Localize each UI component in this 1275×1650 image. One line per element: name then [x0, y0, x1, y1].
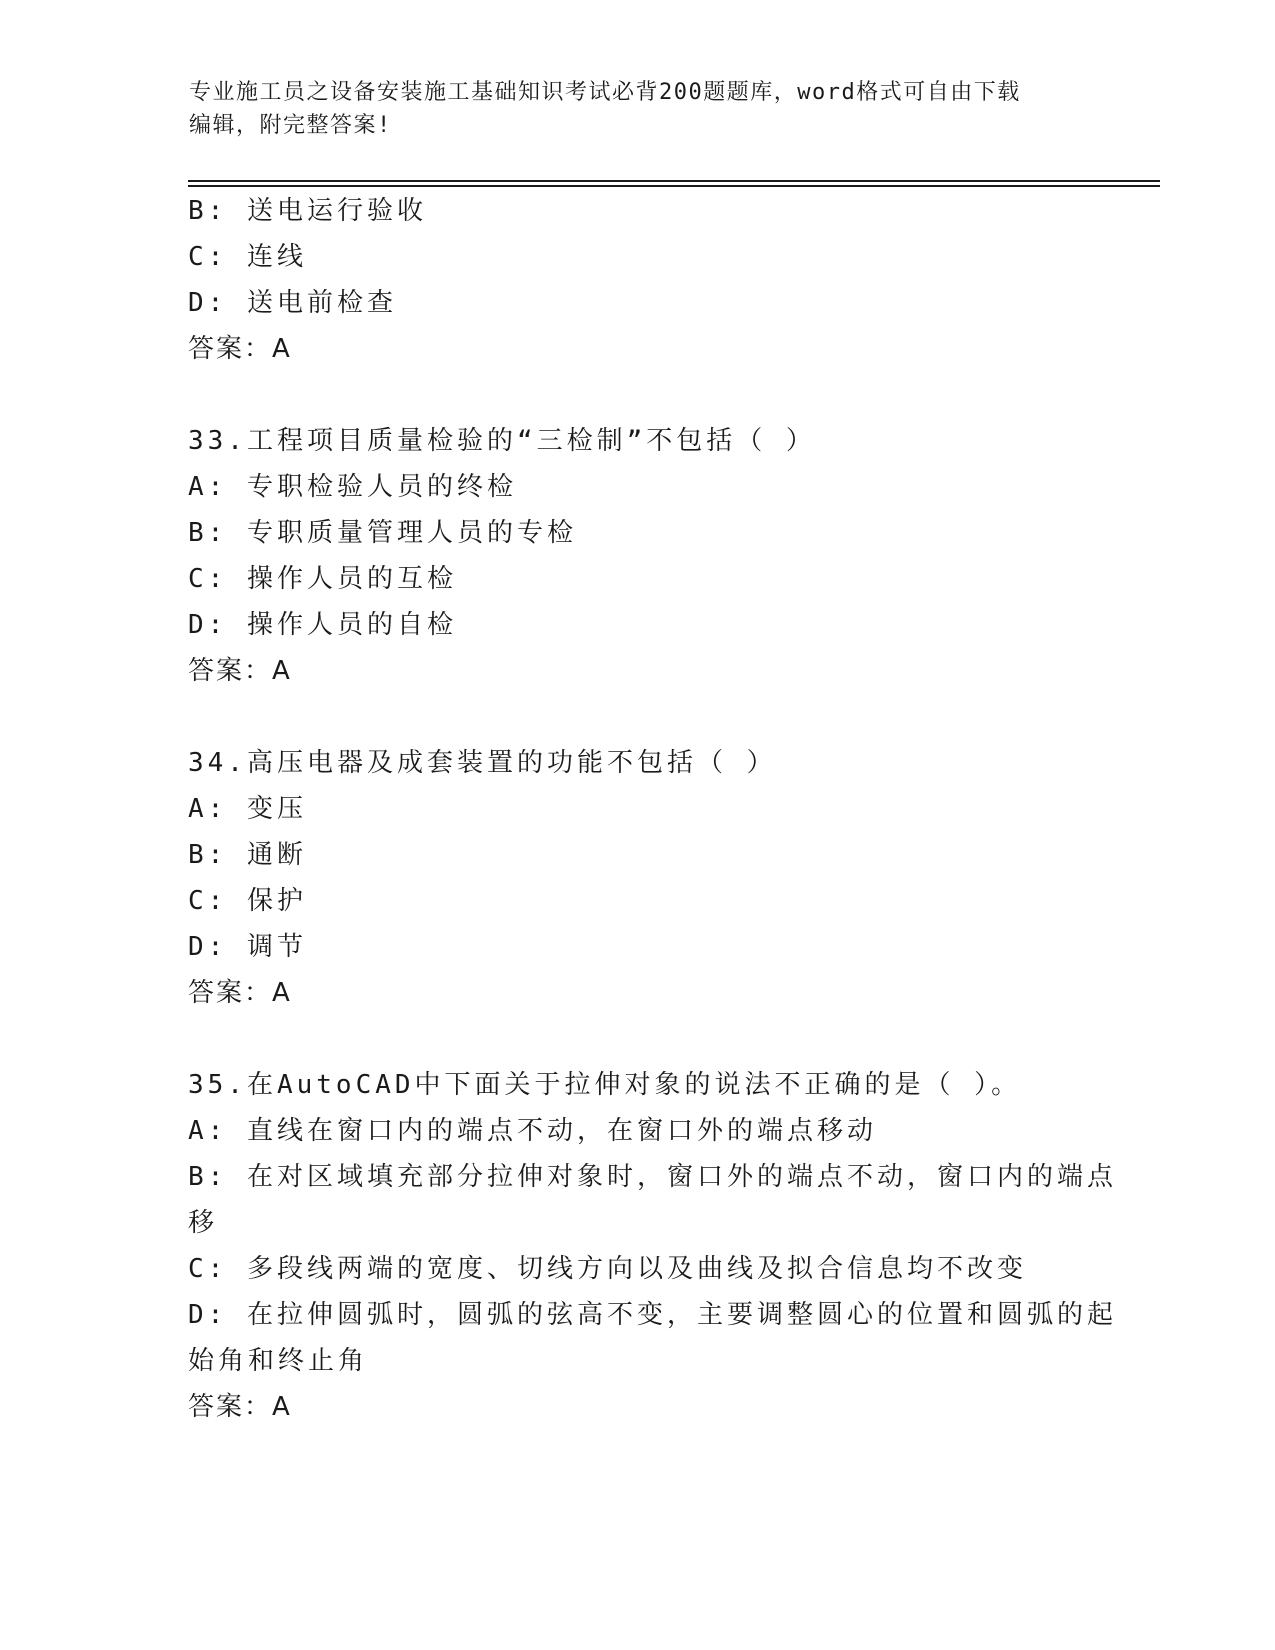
- option-d-continued: 始角和终止角: [188, 1346, 369, 1376]
- header-line-2: 编辑，附完整答案!: [189, 113, 392, 138]
- question-title-35: 35.在AutoCAD中下面关于拉伸对象的说法不正确的是（ ）。: [188, 1070, 1022, 1100]
- option-d: D: 送电前检查: [188, 288, 397, 318]
- option-c: C: 操作人员的互检: [188, 564, 457, 594]
- answer: 答案：A: [188, 1392, 292, 1422]
- answer: 答案：A: [188, 656, 292, 686]
- option-b: B: 专职质量管理人员的专检: [188, 518, 577, 548]
- header-rule-bottom: [188, 185, 1160, 187]
- option-d: D: 调节: [188, 932, 307, 962]
- question-title-33: 33.工程项目质量检验的“三检制”不包括（ ）: [188, 426, 816, 456]
- option-b: B: 在对区域填充部分拉伸对象时，窗口外的端点不动，窗口内的端点: [188, 1162, 1117, 1192]
- option-d: D: 操作人员的自检: [188, 610, 457, 640]
- header-line-1: 专业施工员之设备安装施工基础知识考试必背200题题库，word格式可自由下载: [189, 80, 1021, 105]
- option-a: A: 直线在窗口内的端点不动，在窗口外的端点移动: [188, 1116, 877, 1146]
- option-c: C: 多段线两端的宽度、切线方向以及曲线及拟合信息均不改变: [188, 1254, 1027, 1284]
- answer: 答案：A: [188, 334, 292, 364]
- question-title-34: 34.高压电器及成套装置的功能不包括（ ）: [188, 748, 777, 778]
- header-rule-top: [188, 180, 1160, 182]
- option-b: B: 通断: [188, 840, 307, 870]
- option-a: A: 变压: [188, 794, 307, 824]
- question-list: [188, 188, 1117, 1430]
- option-b: B: 送电运行验收: [188, 196, 427, 226]
- page-header: [189, 76, 1069, 142]
- answer: 答案：A: [188, 978, 292, 1008]
- option-c: C: 连线: [188, 242, 307, 272]
- option-c: C: 保护: [188, 886, 307, 916]
- option-d: D: 在拉伸圆弧时，圆弧的弦高不变，主要调整圆心的位置和圆弧的起: [188, 1300, 1117, 1330]
- option-a: A: 专职检验人员的终检: [188, 472, 517, 502]
- option-b-continued: 移: [188, 1208, 219, 1238]
